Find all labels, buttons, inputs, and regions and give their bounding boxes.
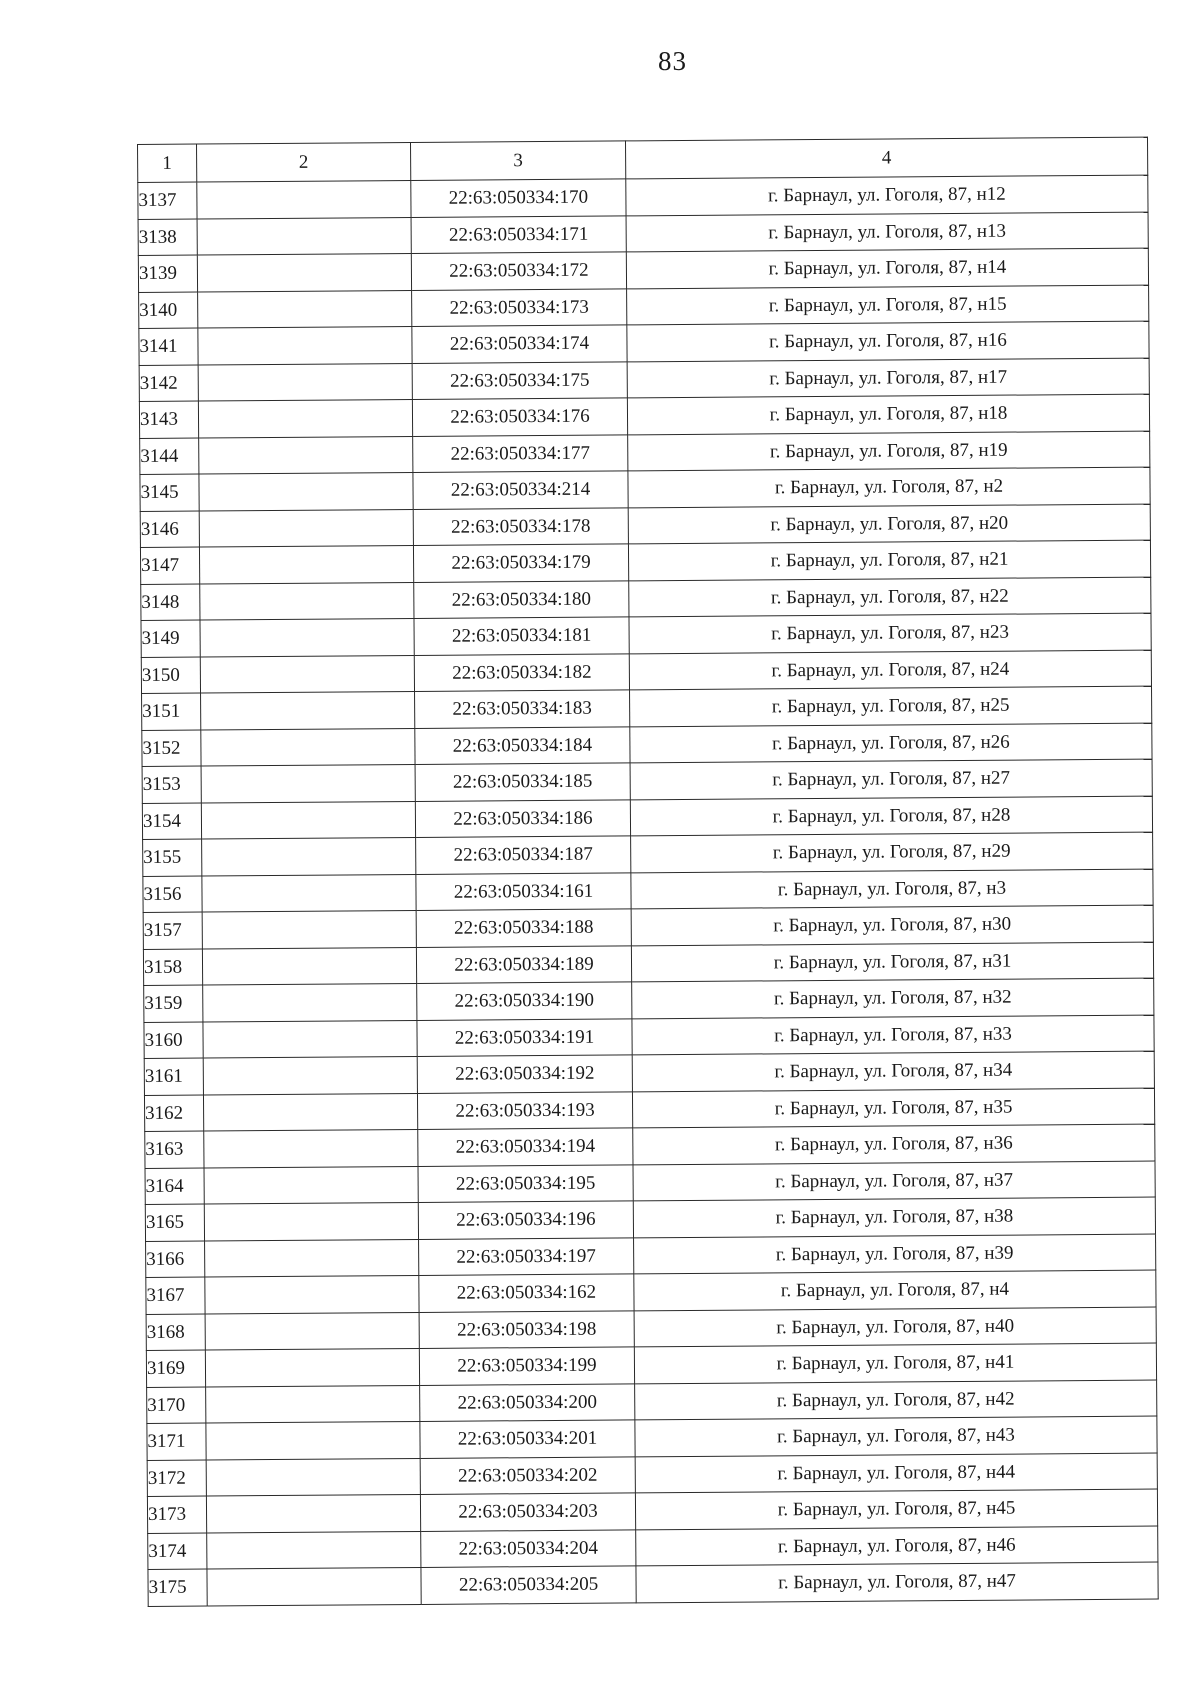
row-col-2 bbox=[201, 728, 415, 766]
cadastral-number: 22:63:050334:173 bbox=[412, 288, 627, 326]
cadastral-number: 22:63:050334:162 bbox=[419, 1274, 634, 1312]
cadastral-number: 22:63:050334:191 bbox=[417, 1018, 632, 1056]
address: г. Барнаул, ул. Гоголя, 87, н19 bbox=[628, 431, 1150, 471]
cadastral-number: 22:63:050334:201 bbox=[420, 1420, 635, 1458]
cadastral-number: 22:63:050334:199 bbox=[419, 1347, 634, 1385]
cadastral-number: 22:63:050334:187 bbox=[416, 836, 631, 874]
document-sheet bbox=[137, 137, 1158, 1607]
row-number: 3169 bbox=[146, 1350, 205, 1387]
cadastral-number: 22:63:050334:171 bbox=[411, 215, 626, 253]
row-number: 3173 bbox=[147, 1496, 206, 1533]
row-col-2 bbox=[198, 326, 412, 364]
row-number: 3168 bbox=[146, 1314, 205, 1351]
row-col-2 bbox=[204, 1166, 418, 1204]
address: г. Барнаул, ул. Гоголя, 87, н34 bbox=[632, 1051, 1154, 1091]
address: г. Барнаул, ул. Гоголя, 87, н38 bbox=[633, 1197, 1155, 1237]
row-col-2 bbox=[206, 1421, 420, 1459]
row-number: 3141 bbox=[139, 328, 198, 365]
cadastral-number: 22:63:050334:198 bbox=[419, 1310, 634, 1348]
address: г. Барнаул, ул. Гоголя, 87, н2 bbox=[628, 467, 1150, 507]
cadastral-number: 22:63:050334:204 bbox=[421, 1529, 636, 1567]
address: г. Барнаул, ул. Гоголя, 87, н47 bbox=[636, 1562, 1158, 1602]
row-number: 3153 bbox=[142, 766, 201, 803]
row-number: 3165 bbox=[145, 1204, 204, 1241]
row-number: 3137 bbox=[138, 182, 197, 219]
address: г. Барнаул, ул. Гоголя, 87, н46 bbox=[636, 1526, 1158, 1566]
row-number: 3154 bbox=[142, 803, 201, 840]
row-number: 3167 bbox=[146, 1277, 205, 1314]
row-number: 3144 bbox=[140, 438, 199, 475]
cadastral-number: 22:63:050334:193 bbox=[417, 1091, 632, 1129]
row-number: 3149 bbox=[141, 620, 200, 657]
row-col-2 bbox=[203, 1056, 417, 1094]
row-col-2 bbox=[197, 180, 411, 218]
row-col-2 bbox=[200, 582, 414, 620]
row-col-2 bbox=[207, 1567, 421, 1605]
address: г. Барнаул, ул. Гоголя, 87, н39 bbox=[634, 1234, 1156, 1274]
row-col-2 bbox=[202, 910, 416, 948]
row-col-2 bbox=[203, 1020, 417, 1058]
address: г. Барнаул, ул. Гоголя, 87, н18 bbox=[627, 394, 1149, 434]
row-number: 3170 bbox=[147, 1387, 206, 1424]
cadastral-number: 22:63:050334:172 bbox=[411, 252, 626, 290]
row-number: 3158 bbox=[143, 949, 202, 986]
address: г. Барнаул, ул. Гоголя, 87, н31 bbox=[631, 942, 1153, 982]
address: г. Барнаул, ул. Гоголя, 87, н32 bbox=[632, 978, 1154, 1018]
address: г. Барнаул, ул. Гоголя, 87, н22 bbox=[629, 577, 1151, 617]
row-number: 3151 bbox=[142, 693, 201, 730]
row-col-2 bbox=[198, 399, 412, 437]
row-number: 3159 bbox=[144, 985, 203, 1022]
row-number: 3174 bbox=[148, 1533, 207, 1570]
row-number: 3140 bbox=[139, 292, 198, 329]
address: г. Барнаул, ул. Гоголя, 87, н43 bbox=[635, 1416, 1157, 1456]
row-number: 3171 bbox=[147, 1423, 206, 1460]
row-col-2 bbox=[202, 874, 416, 912]
cadastral-number: 22:63:050334:186 bbox=[415, 799, 630, 837]
address: г. Барнаул, ул. Гоголя, 87, н23 bbox=[629, 613, 1151, 653]
row-number: 3166 bbox=[146, 1241, 205, 1278]
row-col-2 bbox=[205, 1348, 419, 1386]
row-number: 3175 bbox=[148, 1569, 207, 1606]
cadastral-number: 22:63:050334:161 bbox=[416, 872, 631, 910]
header-col-1: 1 bbox=[138, 144, 197, 182]
row-number: 3138 bbox=[138, 219, 197, 256]
address: г. Барнаул, ул. Гоголя, 87, н15 bbox=[627, 285, 1149, 325]
row-col-2 bbox=[198, 363, 412, 401]
cadastral-number: 22:63:050334:203 bbox=[420, 1493, 635, 1531]
header-col-2: 2 bbox=[197, 142, 411, 182]
page-number: 83 bbox=[658, 46, 687, 76]
cadastral-number: 22:63:050334:176 bbox=[412, 398, 627, 436]
address: г. Барнаул, ул. Гоголя, 87, н21 bbox=[628, 540, 1150, 580]
row-col-2 bbox=[206, 1385, 420, 1423]
address: г. Барнаул, ул. Гоголя, 87, н3 bbox=[631, 869, 1153, 909]
cadastral-number: 22:63:050334:185 bbox=[415, 763, 630, 801]
address: г. Барнаул, ул. Гоголя, 87, н35 bbox=[632, 1088, 1154, 1128]
row-col-2 bbox=[203, 1093, 417, 1131]
cadastral-number: 22:63:050334:202 bbox=[420, 1456, 635, 1494]
cadastral-number: 22:63:050334:174 bbox=[412, 325, 627, 363]
row-number: 3156 bbox=[143, 876, 202, 913]
row-col-2 bbox=[202, 947, 416, 985]
cadastral-number: 22:63:050334:184 bbox=[415, 726, 630, 764]
address: г. Барнаул, ул. Гоголя, 87, н44 bbox=[635, 1453, 1157, 1493]
row-col-2 bbox=[200, 618, 414, 656]
address: г. Барнаул, ул. Гоголя, 87, н4 bbox=[634, 1270, 1156, 1310]
row-col-2 bbox=[199, 472, 413, 510]
row-col-2 bbox=[206, 1494, 420, 1532]
address: г. Барнаул, ул. Гоголя, 87, н13 bbox=[626, 212, 1148, 252]
row-col-2 bbox=[204, 1202, 418, 1240]
row-number: 3145 bbox=[140, 474, 199, 511]
row-number: 3142 bbox=[139, 365, 198, 402]
address: г. Барнаул, ул. Гоголя, 87, н45 bbox=[635, 1489, 1157, 1529]
cadastral-number: 22:63:050334:178 bbox=[413, 507, 628, 545]
row-col-2 bbox=[203, 983, 417, 1021]
table-body bbox=[138, 175, 1158, 1606]
row-col-2 bbox=[205, 1239, 419, 1277]
address: г. Барнаул, ул. Гоголя, 87, н17 bbox=[627, 358, 1149, 398]
row-number: 3161 bbox=[144, 1058, 203, 1095]
row-col-2 bbox=[205, 1312, 419, 1350]
address: г. Барнаул, ул. Гоголя, 87, н41 bbox=[634, 1343, 1156, 1383]
row-number: 3160 bbox=[144, 1022, 203, 1059]
address: г. Барнаул, ул. Гоголя, 87, н28 bbox=[630, 796, 1152, 836]
row-col-2 bbox=[205, 1275, 419, 1313]
address: г. Барнаул, ул. Гоголя, 87, н33 bbox=[632, 1015, 1154, 1055]
address: г. Барнаул, ул. Гоголя, 87, н40 bbox=[634, 1307, 1156, 1347]
address: г. Барнаул, ул. Гоголя, 87, н30 bbox=[631, 905, 1153, 945]
row-number: 3143 bbox=[139, 401, 198, 438]
address: г. Барнаул, ул. Гоголя, 87, н36 bbox=[633, 1124, 1155, 1164]
address: г. Барнаул, ул. Гоголя, 87, н20 bbox=[628, 504, 1150, 544]
cadastral-number: 22:63:050334:197 bbox=[419, 1237, 634, 1275]
table-row bbox=[148, 1562, 1158, 1606]
row-col-2 bbox=[198, 290, 412, 328]
row-col-2 bbox=[201, 801, 415, 839]
cadastral-number: 22:63:050334:214 bbox=[413, 471, 628, 509]
row-number: 3157 bbox=[143, 912, 202, 949]
header-col-4: 4 bbox=[625, 137, 1147, 179]
address: г. Барнаул, ул. Гоголя, 87, н42 bbox=[635, 1380, 1157, 1420]
cadastral-number: 22:63:050334:195 bbox=[418, 1164, 633, 1202]
cadastral-number: 22:63:050334:192 bbox=[417, 1055, 632, 1093]
cadastral-number: 22:63:050334:182 bbox=[414, 653, 629, 691]
address: г. Барнаул, ул. Гоголя, 87, н12 bbox=[626, 175, 1148, 215]
row-number: 3152 bbox=[142, 730, 201, 767]
header-col-3: 3 bbox=[410, 141, 625, 181]
address: г. Барнаул, ул. Гоголя, 87, н16 bbox=[627, 321, 1149, 361]
row-col-2 bbox=[202, 837, 416, 875]
row-number: 3150 bbox=[141, 657, 200, 694]
registry-table bbox=[137, 137, 1159, 1607]
cadastral-number: 22:63:050334:170 bbox=[411, 179, 626, 217]
row-number: 3162 bbox=[144, 1095, 203, 1132]
address: г. Барнаул, ул. Гоголя, 87, н25 bbox=[630, 686, 1152, 726]
cadastral-number: 22:63:050334:179 bbox=[413, 544, 628, 582]
address: г. Барнаул, ул. Гоголя, 87, н14 bbox=[626, 248, 1148, 288]
cadastral-number: 22:63:050334:175 bbox=[412, 361, 627, 399]
row-col-2 bbox=[201, 764, 415, 802]
row-col-2 bbox=[206, 1458, 420, 1496]
address: г. Барнаул, ул. Гоголя, 87, н37 bbox=[633, 1161, 1155, 1201]
address: г. Барнаул, ул. Гоголя, 87, н29 bbox=[631, 832, 1153, 872]
address: г. Барнаул, ул. Гоголя, 87, н24 bbox=[629, 650, 1151, 690]
cadastral-number: 22:63:050334:194 bbox=[418, 1128, 633, 1166]
row-number: 3163 bbox=[145, 1131, 204, 1168]
row-col-2 bbox=[199, 545, 413, 583]
row-col-2 bbox=[204, 1129, 418, 1167]
cadastral-number: 22:63:050334:177 bbox=[413, 434, 628, 472]
row-col-2 bbox=[199, 509, 413, 547]
row-number: 3148 bbox=[141, 584, 200, 621]
row-number: 3155 bbox=[143, 839, 202, 876]
cadastral-number: 22:63:050334:181 bbox=[414, 617, 629, 655]
cadastral-number: 22:63:050334:196 bbox=[418, 1201, 633, 1239]
row-number: 3147 bbox=[140, 547, 199, 584]
address: г. Барнаул, ул. Гоголя, 87, н26 bbox=[630, 723, 1152, 763]
row-number: 3164 bbox=[145, 1168, 204, 1205]
cadastral-number: 22:63:050334:190 bbox=[417, 982, 632, 1020]
cadastral-number: 22:63:050334:183 bbox=[415, 690, 630, 728]
cadastral-number: 22:63:050334:205 bbox=[421, 1566, 636, 1604]
cadastral-number: 22:63:050334:200 bbox=[420, 1383, 635, 1421]
row-col-2 bbox=[200, 655, 414, 693]
cadastral-number: 22:63:050334:188 bbox=[416, 909, 631, 947]
row-col-2 bbox=[199, 436, 413, 474]
row-number: 3146 bbox=[140, 511, 199, 548]
address: г. Барнаул, ул. Гоголя, 87, н27 bbox=[630, 759, 1152, 799]
row-col-2 bbox=[197, 217, 411, 255]
cadastral-number: 22:63:050334:189 bbox=[416, 945, 631, 983]
row-col-2 bbox=[197, 253, 411, 291]
row-number: 3139 bbox=[138, 255, 197, 292]
cadastral-number: 22:63:050334:180 bbox=[414, 580, 629, 618]
row-col-2 bbox=[201, 691, 415, 729]
row-number: 3172 bbox=[147, 1460, 206, 1497]
row-col-2 bbox=[207, 1531, 421, 1569]
